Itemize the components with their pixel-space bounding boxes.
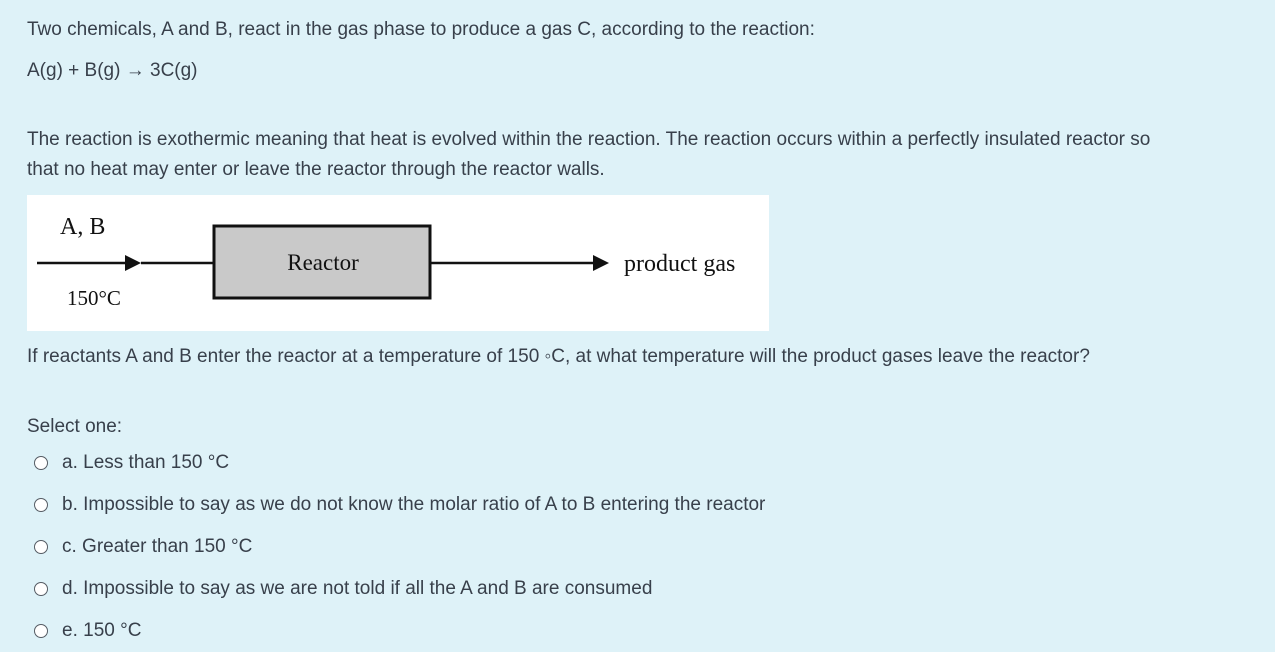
- option-label: d. Impossible to say as we are not told if all the A and B are consumed: [62, 578, 653, 599]
- question-intro: Two chemicals, A and B, react in the gas phase to produce a gas C, according to the reaction:: [27, 19, 815, 40]
- question-prompt: If reactants A and B enter the reactor at a temperature of 150 ◦C, at what temperature will the product gases leave the reactor?: [27, 346, 1090, 367]
- radio-button-icon[interactable]: [34, 624, 48, 638]
- option-label: a. Less than 150 °C: [62, 452, 230, 473]
- option-c[interactable]: [34, 533, 252, 561]
- question-description-line-1: The reaction is exothermic meaning that heat is evolved within the reaction. The reaction occurs within a perfectly insulated reactor so: [27, 129, 1151, 150]
- radio-button-icon[interactable]: [34, 456, 48, 470]
- outlet-arrow-icon: [593, 255, 609, 271]
- option-d[interactable]: [34, 575, 652, 603]
- inlet-arrow-icon: [125, 255, 141, 271]
- inlet-label: A, B: [60, 214, 106, 240]
- option-e[interactable]: [34, 617, 141, 645]
- option-b[interactable]: [34, 491, 765, 519]
- select-one-label: Select one:: [27, 416, 123, 437]
- option-label: b. Impossible to say as we do not know the molar ratio of A to B entering the reactor: [62, 494, 766, 515]
- radio-button-icon[interactable]: [34, 582, 48, 596]
- option-label: c. Greater than 150 °C: [62, 536, 253, 557]
- reactor-diagram-svg: [27, 195, 769, 331]
- radio-button-icon[interactable]: [34, 540, 48, 554]
- inlet-temperature: 150°C: [67, 286, 121, 310]
- question-description-line-2: that no heat may enter or leave the reactor through the reactor walls.: [27, 159, 605, 180]
- radio-button-icon[interactable]: [34, 498, 48, 512]
- reaction-equation: A(g) + B(g) → 3C(g): [27, 60, 198, 81]
- reactor-diagram: [27, 195, 769, 331]
- option-label: e. 150 °C: [62, 620, 142, 641]
- reactor-label: Reactor: [287, 250, 359, 275]
- outlet-label: product gas: [624, 251, 736, 277]
- option-a[interactable]: [34, 449, 229, 477]
